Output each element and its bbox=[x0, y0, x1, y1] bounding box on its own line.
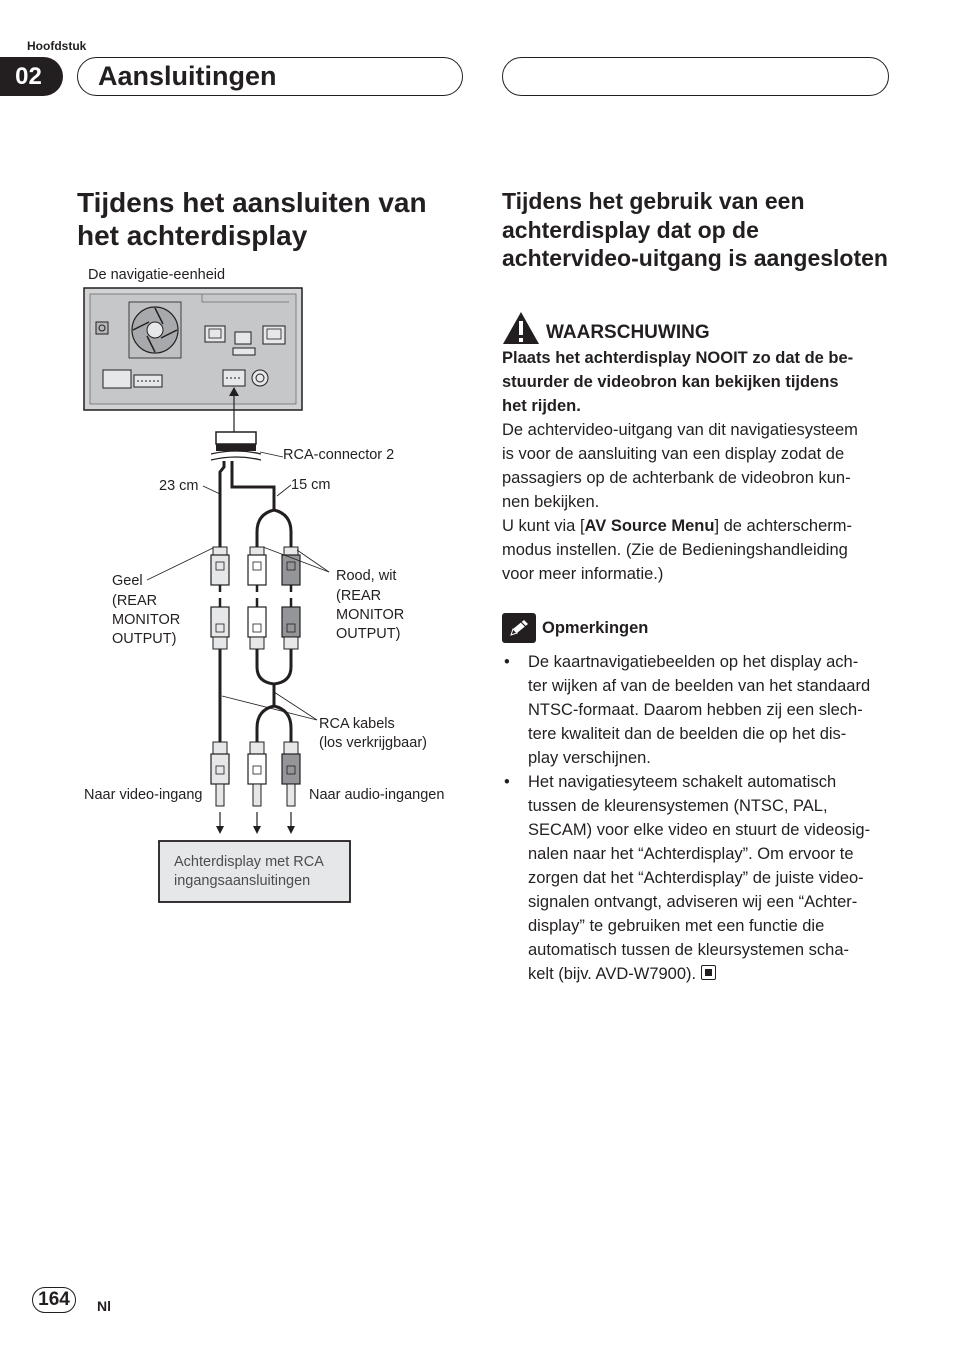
notes-header bbox=[502, 613, 648, 643]
list-item bbox=[502, 650, 894, 770]
warning-line-3: het rijden. bbox=[502, 397, 581, 415]
red-white-label-line3: MONITOR bbox=[336, 607, 405, 623]
arrows-to-display bbox=[216, 812, 295, 834]
yellow-label-line1: Geel bbox=[112, 573, 143, 589]
paragraph-1-line: De achtervideo-uitgang van dit navigatiesysteem bbox=[502, 421, 858, 439]
paragraph-1-line: nen bekijken. bbox=[502, 493, 600, 511]
red-rca-plug-2 bbox=[282, 742, 300, 806]
rear-display-label-line2: ingangsaansluitingen bbox=[174, 873, 311, 889]
list-item-line: • De kaartnavigatiebeelden op het display ach- bbox=[528, 653, 859, 671]
yellow-rca-plug-1 bbox=[211, 547, 229, 592]
warning-block bbox=[502, 311, 892, 586]
list-item-line bbox=[528, 962, 894, 986]
section-title-box bbox=[502, 57, 889, 96]
chapter-number-badge: 02 bbox=[0, 57, 63, 96]
warning-triangle-icon bbox=[502, 311, 540, 345]
list-item-line: tere kwaliteit dan de beelden die op het dis- bbox=[528, 725, 847, 743]
list-item-line: SECAM) voor elke video en stuurt de videosig- bbox=[528, 821, 871, 839]
right-section-heading: Tijdens het gebruik van een achterdisplay dat op de achtervideo-uitgang is aangesloten bbox=[502, 188, 888, 271]
yellow-label-line3: MONITOR bbox=[112, 612, 181, 628]
video-input-label: Naar video-ingang bbox=[84, 787, 203, 803]
paragraph-2-line: modus instellen. (Zie de Bedieningshandleiding bbox=[502, 541, 848, 559]
yellow-rca-socket bbox=[211, 598, 229, 649]
red-white-label-line4: OUTPUT) bbox=[336, 626, 401, 642]
paragraph-2-prefix: U kunt via [ bbox=[502, 517, 585, 535]
rear-display-box bbox=[159, 841, 350, 902]
rear-display-label-line1: Achterdisplay met RCA bbox=[174, 854, 324, 870]
yellow-label-line2: (REAR bbox=[112, 593, 158, 609]
chapter-title bbox=[77, 57, 463, 96]
list-item-line: display” te gebruiken met een functie die bbox=[528, 917, 825, 935]
rca-connector-label: RCA-connector 2 bbox=[283, 447, 395, 463]
list-item-line: tussen de kleurensystemen (NTSC, PAL, bbox=[528, 797, 828, 815]
audio-inputs-label: Naar audio-ingangen bbox=[309, 787, 445, 803]
av-source-menu-label: AV Source Menu bbox=[584, 517, 715, 535]
list-item-line: zorgen dat het “Achterdisplay” de juiste video- bbox=[528, 869, 864, 887]
white-rca-plug-2 bbox=[248, 742, 266, 806]
warning-header bbox=[502, 311, 892, 345]
red-white-label-line1: Rood, wit bbox=[336, 568, 397, 584]
paragraph-1 bbox=[502, 418, 892, 514]
length-23cm-label: 23 cm bbox=[159, 478, 199, 494]
navigation-unit-panel bbox=[84, 288, 302, 410]
page-number: 164 bbox=[32, 1287, 76, 1313]
end-of-section-icon bbox=[701, 965, 716, 980]
yellow-label-line4: OUTPUT) bbox=[112, 631, 177, 647]
list-item-line: NTSC-formaat. Daarom hebben zij een slech- bbox=[528, 701, 863, 719]
list-item-line: ter wijken af van de beelden van het standaard bbox=[528, 677, 871, 695]
rca-cables-label-line1: RCA kabels bbox=[319, 716, 395, 732]
language-code: Nl bbox=[97, 1298, 111, 1314]
paragraph-1-line: passagiers op de achterbank de videobron kun- bbox=[502, 469, 851, 487]
connection-diagram bbox=[77, 262, 467, 922]
list-item-line: signalen ontvangt, adviseren wij een “Achter- bbox=[528, 893, 858, 911]
white-rca-socket bbox=[248, 598, 266, 649]
list-item bbox=[502, 770, 894, 986]
paragraph-1-line: is voor de aansluiting van een display zodat de bbox=[502, 445, 845, 463]
chapter-label: Hoofdstuk bbox=[27, 39, 87, 53]
warning-line-2: stuurder de videobron kan bekijken tijdens bbox=[502, 373, 839, 391]
paragraph-2-line bbox=[502, 514, 892, 538]
red-white-label-line2: (REAR bbox=[336, 588, 382, 604]
list-item-text: kelt (bijv. AVD-W7900). bbox=[528, 965, 697, 983]
rca-connector-2-plug bbox=[211, 432, 261, 460]
warning-line-1: Plaats het achterdisplay NOOIT zo dat de be- bbox=[502, 349, 854, 367]
paragraph-2 bbox=[502, 514, 892, 586]
length-15cm-label: 15 cm bbox=[291, 477, 331, 493]
list-item-line: automatisch tussen de kleursystemen scha- bbox=[528, 941, 849, 959]
yellow-rca-plug-2 bbox=[211, 742, 229, 806]
navigation-unit-label: De navigatie-eenheid bbox=[88, 267, 226, 283]
list-item-line: nalen naar het “Achterdisplay”. Om ervoor te bbox=[528, 845, 854, 863]
red-rca-plug-1 bbox=[282, 547, 300, 592]
list-item-line: play verschijnen. bbox=[528, 749, 651, 767]
paragraph-2-line: voor meer informatie.) bbox=[502, 565, 664, 583]
red-rca-socket bbox=[282, 598, 300, 649]
list-item-line: • Het navigatiesyteem schakelt automatisch bbox=[528, 773, 837, 791]
pencil-icon bbox=[502, 613, 536, 643]
warning-title: WAARSCHUWING bbox=[546, 322, 710, 343]
notes-list bbox=[502, 650, 894, 986]
warning-text bbox=[502, 346, 892, 418]
rca-cables-label-line2: (los verkrijgbaar) bbox=[319, 735, 427, 751]
left-section-heading: Tijdens het aansluiten van het achterdisplay bbox=[77, 187, 427, 251]
paragraph-2-suffix: ] de achterscherm- bbox=[714, 517, 852, 535]
white-rca-plug-1 bbox=[248, 547, 266, 592]
chapter-title-text: Aansluitingen bbox=[98, 61, 277, 91]
notes-title: Opmerkingen bbox=[542, 618, 649, 637]
